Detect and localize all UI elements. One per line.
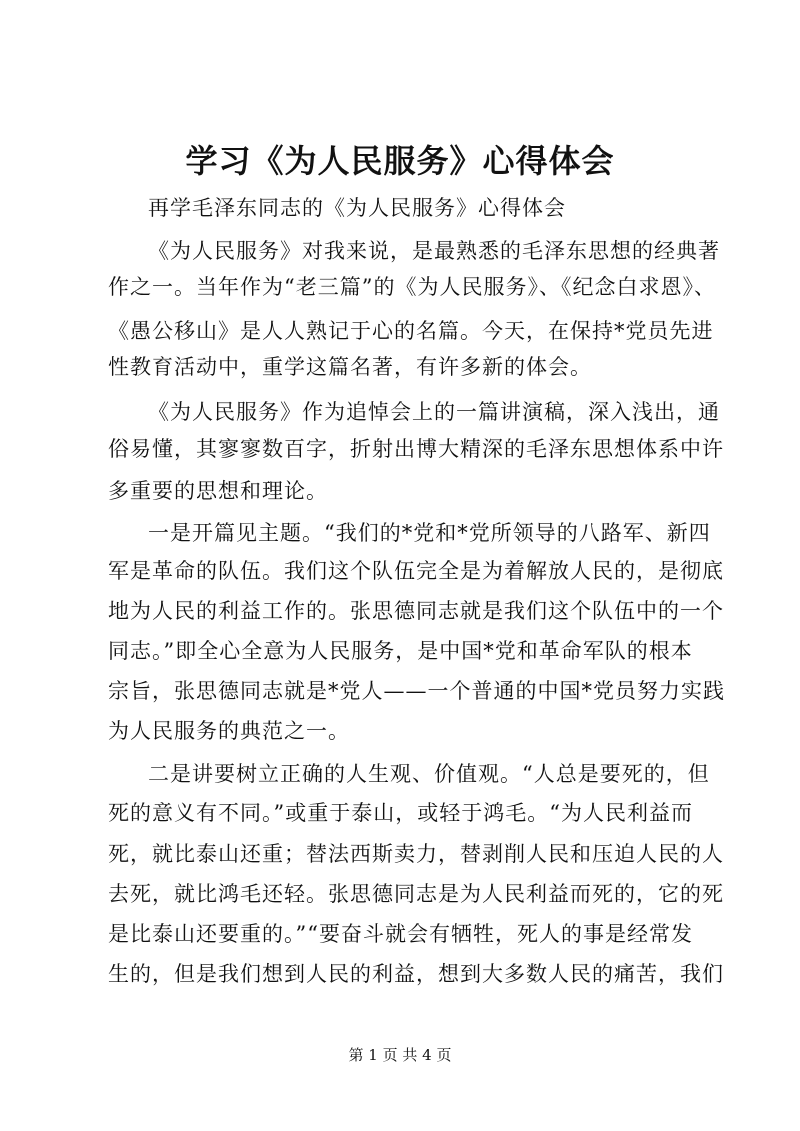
paragraph-line: 《愚公移山》是人人熟记于心的名篇。今天，在保持*党员先进: [108, 319, 714, 343]
paragraph-line: 去死，就比鸿毛还轻。张思德同志是为人民利益而死的，它的死: [108, 882, 724, 906]
paragraph-line: 是比泰山还要重的。”“要奋斗就会有牺牲，死人的事是经常发: [108, 922, 693, 946]
paragraph-line: 地为人民的利益工作的。张思德同志就是我们这个队伍中的一个: [108, 599, 724, 623]
paragraph-line: 《为人民服务》作为追悼会上的一篇讲演稿，深入浅出，通: [148, 400, 720, 424]
paragraph-line: 军是革命的队伍。我们这个队伍完全是为着解放人民的，是彻底: [108, 559, 724, 583]
page-number-footer: 第 1 页 共 4 页: [348, 1046, 452, 1064]
subtitle-line: 再学毛泽东同志的《为人民服务》心得体会: [148, 196, 566, 220]
paragraph-line: 为人民服务的典范之一。: [108, 719, 350, 743]
paragraph-line: 生的，但是我们想到人民的利益，想到大多数人民的痛苦，我们: [108, 962, 724, 986]
paragraph-line: 多重要的思想和理论。: [108, 479, 328, 503]
paragraph-line: 死的意义有不同。”或重于泰山，或轻于鸿毛。“为人民利益而: [108, 801, 693, 825]
paragraph-line: 死，就比泰山还重；替法西斯卖力，替剥削人民和压迫人民的人: [108, 842, 724, 866]
paragraph-line: 同志。”即全心全意为人民服务，是中国*党和革命军队的根本: [108, 639, 693, 663]
paragraph-line: 宗旨，张思德同志就是*党人——一个普通的中国*党员努力实践: [108, 679, 725, 703]
paragraph-line: 一是开篇见主题。“我们的*党和*党所领导的八路军、新四: [148, 521, 711, 545]
paragraph-line: 作之一。当年作为“老三篇”的《为人民服务》、《纪念白求恩》、: [108, 275, 716, 299]
document-title: 学习《为人民服务》心得体会: [185, 142, 615, 180]
paragraph-line: 俗易懂，其寥寥数百字，折射出博大精深的毛泽东思想体系中许: [108, 437, 724, 461]
paragraph-line: 《为人民服务》对我来说，是最熟悉的毛泽东思想的经典著: [148, 239, 720, 263]
paragraph-line: 二是讲要树立正确的人生观、价值观。“人总是要死的，但: [148, 762, 710, 786]
paragraph-line: 性教育活动中，重学这篇名著，有许多新的体会。: [108, 355, 592, 379]
